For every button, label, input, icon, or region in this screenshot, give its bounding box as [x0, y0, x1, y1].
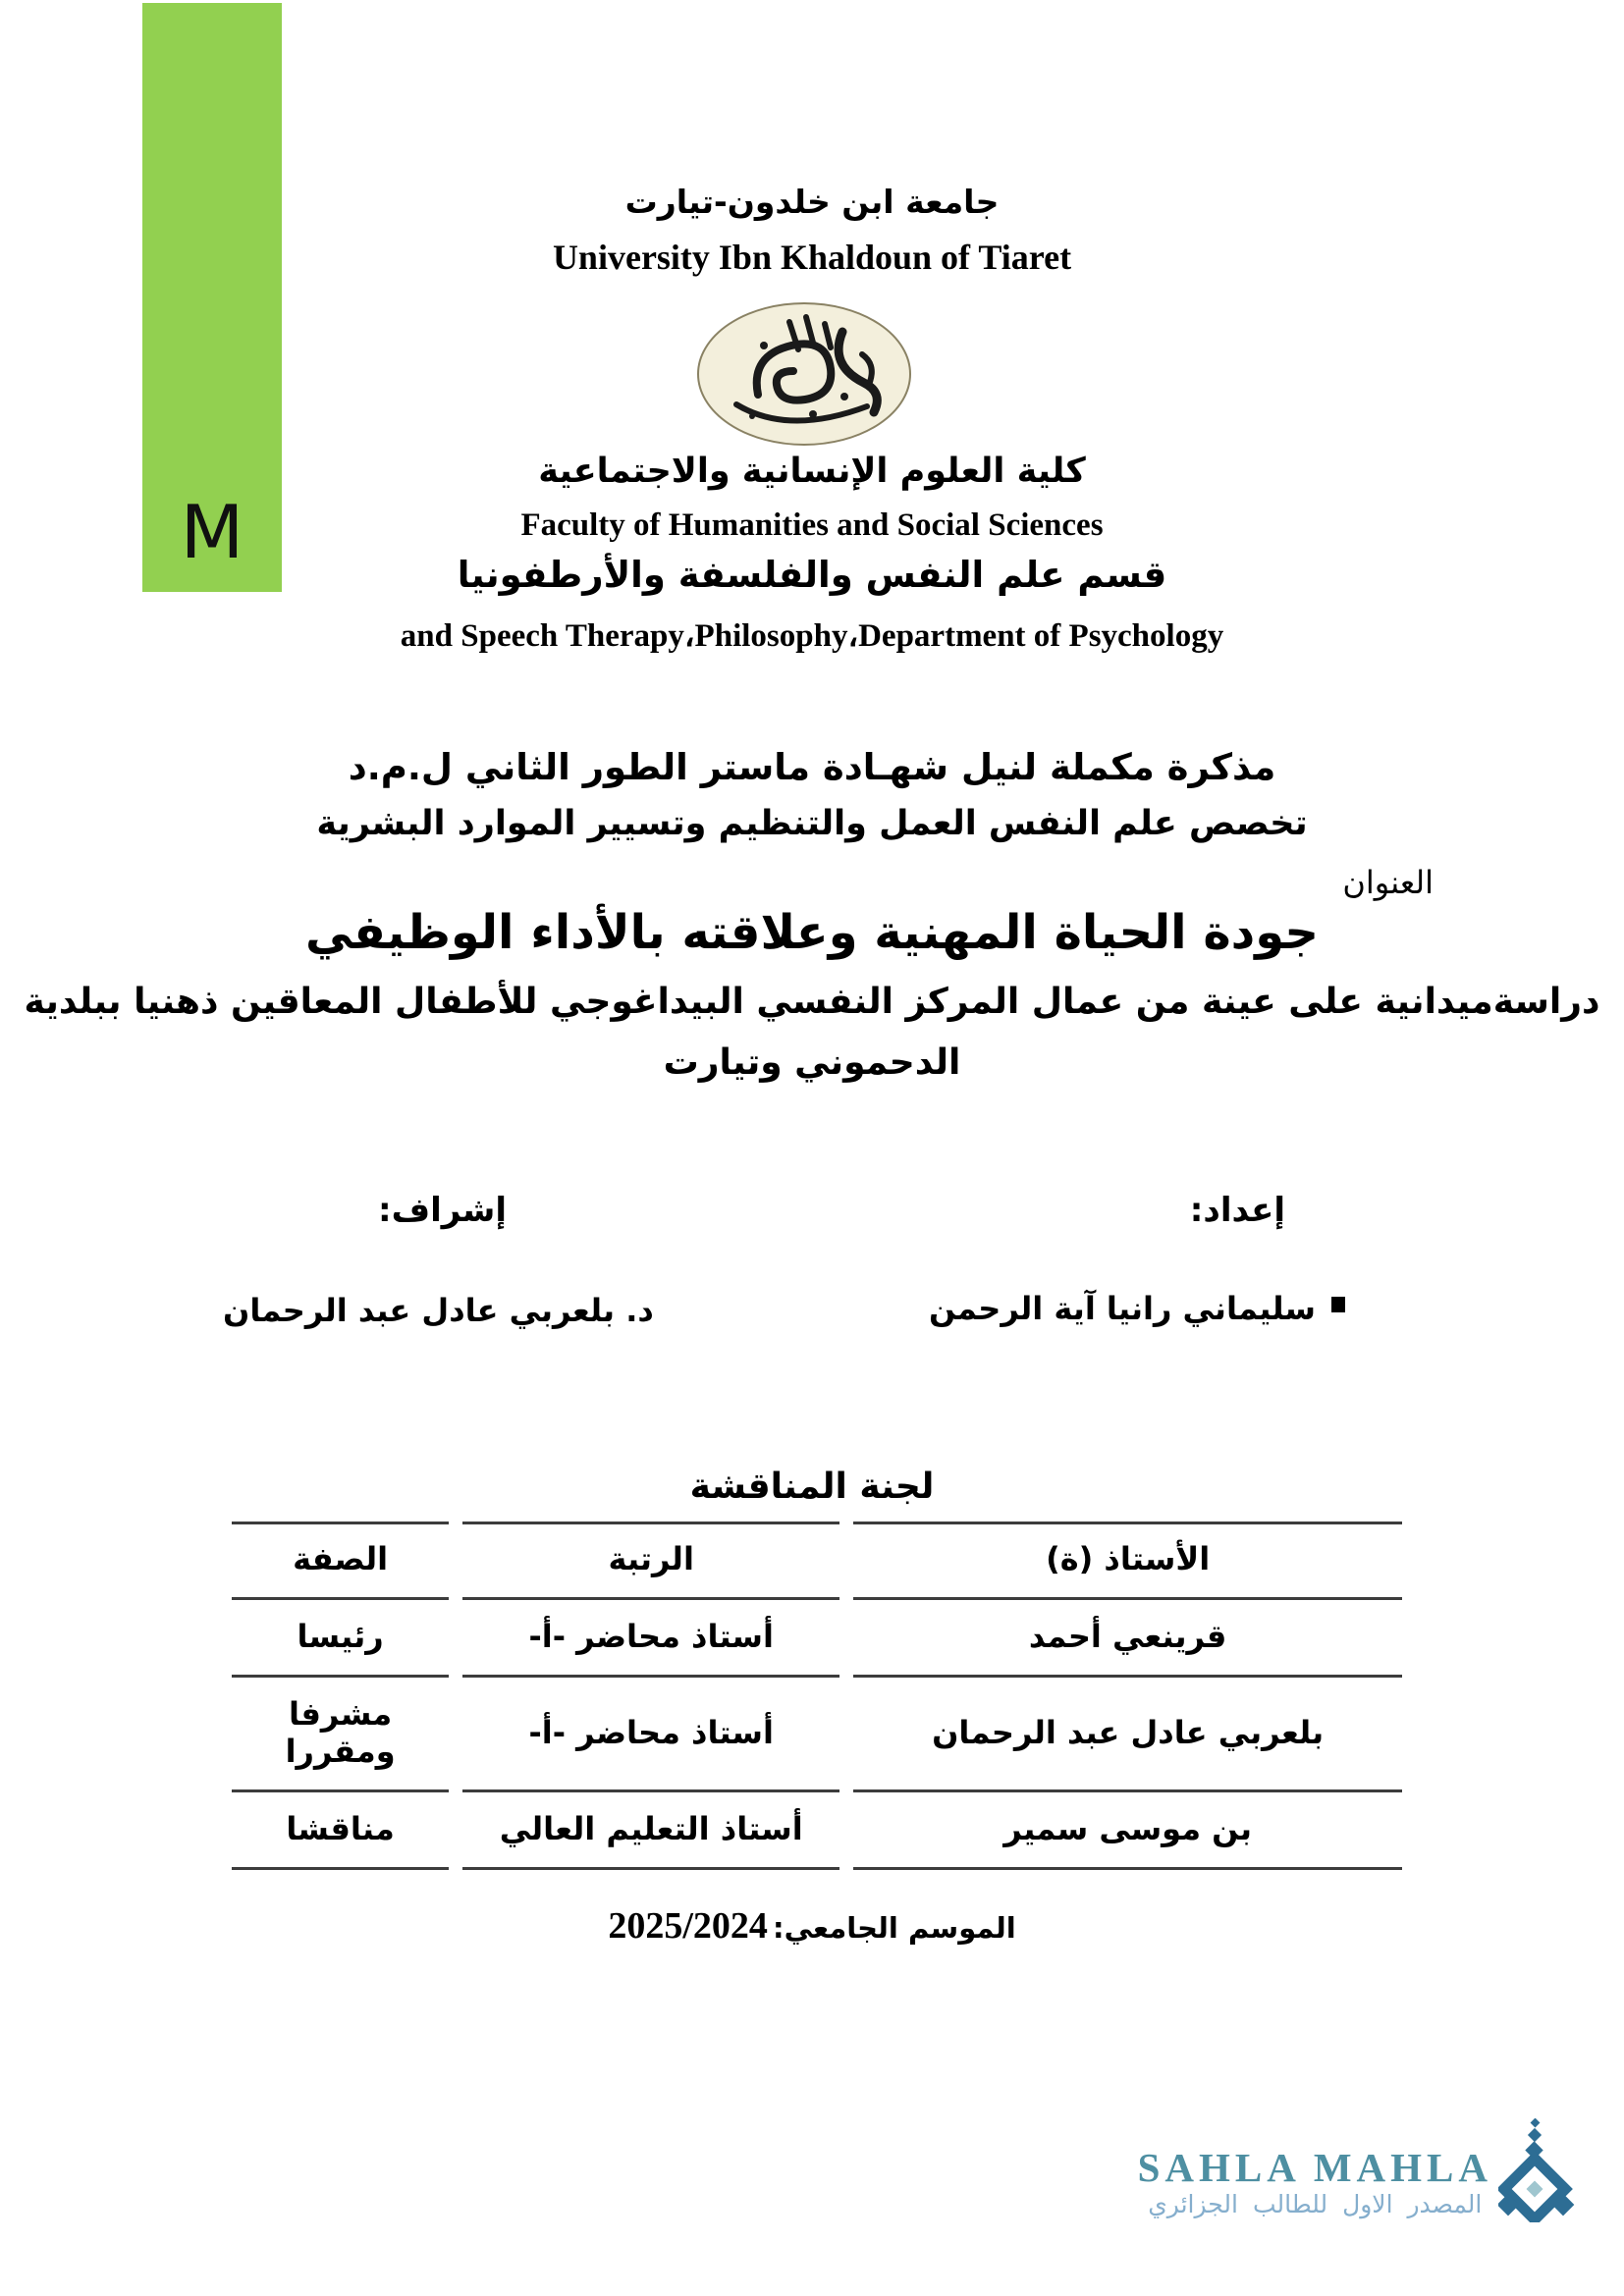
committee-cell-professor: قرينعي أحمد	[853, 1600, 1402, 1678]
bullet-square-icon	[1331, 1297, 1345, 1312]
committee-header-professor: الأستاذ (ة)	[853, 1522, 1402, 1600]
sahla-mahla-watermark	[1138, 2118, 1575, 2222]
faculty-name-arabic: كلية العلوم الإنسانية والاجتماعية	[538, 452, 1086, 491]
season-label: الموسم الجامعي:	[772, 1911, 1016, 1945]
sahla-mahla-logo-icon	[1498, 2118, 1575, 2222]
prepared-by-label: إعداد:	[1189, 1191, 1285, 1230]
committee-cell-rank: أستاذ التعليم العالي	[462, 1792, 839, 1870]
brand-tagline: المصدر الاول للطالب الجزائري	[1148, 2190, 1483, 2218]
brand-text-block	[1137, 2145, 1492, 2218]
committee-title: لجنة المناقشة	[689, 1467, 935, 1507]
university-name-english: University Ibn Khaldoun of Tiaret	[552, 238, 1072, 277]
committee-row	[232, 1678, 1402, 1792]
specialty-line: تخصص علم النفس العمل والتنظيم وتسيير الموارد البشرية	[316, 804, 1308, 843]
department-name-arabic: قسم علم النفس والفلسفة والأرطفونيا	[457, 554, 1167, 596]
university-logo	[695, 300, 913, 448]
committee-cell-role: مناقشا	[232, 1792, 449, 1870]
committee-cell-professor: بلعربي عادل عبد الرحمان	[853, 1678, 1402, 1792]
student-name-item	[929, 1290, 1345, 1327]
committee-cell-role: رئيسا	[232, 1600, 449, 1678]
committee-header-role: الصفة	[232, 1522, 449, 1600]
degree-line: مذكرة مكملة لنيل شهـادة ماستر الطور الثاني ل.م.د	[348, 746, 1276, 788]
bookmark-letter: M	[180, 489, 244, 575]
committee-header-rank: الرتبة	[462, 1522, 839, 1600]
season-value: 2025/2024	[608, 1905, 768, 1947]
committee-row	[232, 1792, 1402, 1870]
thesis-title: جودة الحياة المهنية وعلاقته بالأداء الوظيفي	[305, 905, 1319, 960]
title-label: العنوان	[1342, 864, 1434, 901]
faculty-name-english: Faculty of Humanities and Social Sciences	[520, 507, 1104, 543]
committee-table	[218, 1522, 1416, 1870]
committee-row	[232, 1600, 1402, 1678]
university-name-arabic: جامعة ابن خلدون-تيارت	[624, 183, 1000, 221]
committee-cell-rank: أستاذ محاضر -أ-	[462, 1678, 839, 1792]
committee-cell-role: مشرفا ومقررا	[232, 1678, 449, 1792]
university-seal-icon	[695, 300, 913, 448]
department-name-english: and Speech Therapy،Philosophy،Department of Psychology	[400, 618, 1224, 654]
committee-header-row	[232, 1522, 1402, 1600]
committee-cell-professor: بن موسى سمير	[853, 1792, 1402, 1870]
student-name: سليماني رانيا آية الرحمن	[929, 1290, 1316, 1327]
supervision-label: إشراف:	[378, 1191, 507, 1230]
thesis-subtitle-line2: الدحموني وتيارت	[663, 1042, 961, 1083]
brand-name: SAHLA MAHLA	[1137, 2145, 1492, 2190]
committee-cell-rank: أستاذ محاضر -أ-	[462, 1600, 839, 1678]
academic-season	[0, 1904, 1624, 1948]
thesis-subtitle-line1: دراسةميدانية على عينة من عمال المركز النفسي البيداغوجي للأطفال المعاقين ذهنيا ببلدية	[24, 982, 1600, 1022]
supervisor-name: د. بلعربي عادل عبد الرحمان	[223, 1292, 654, 1329]
